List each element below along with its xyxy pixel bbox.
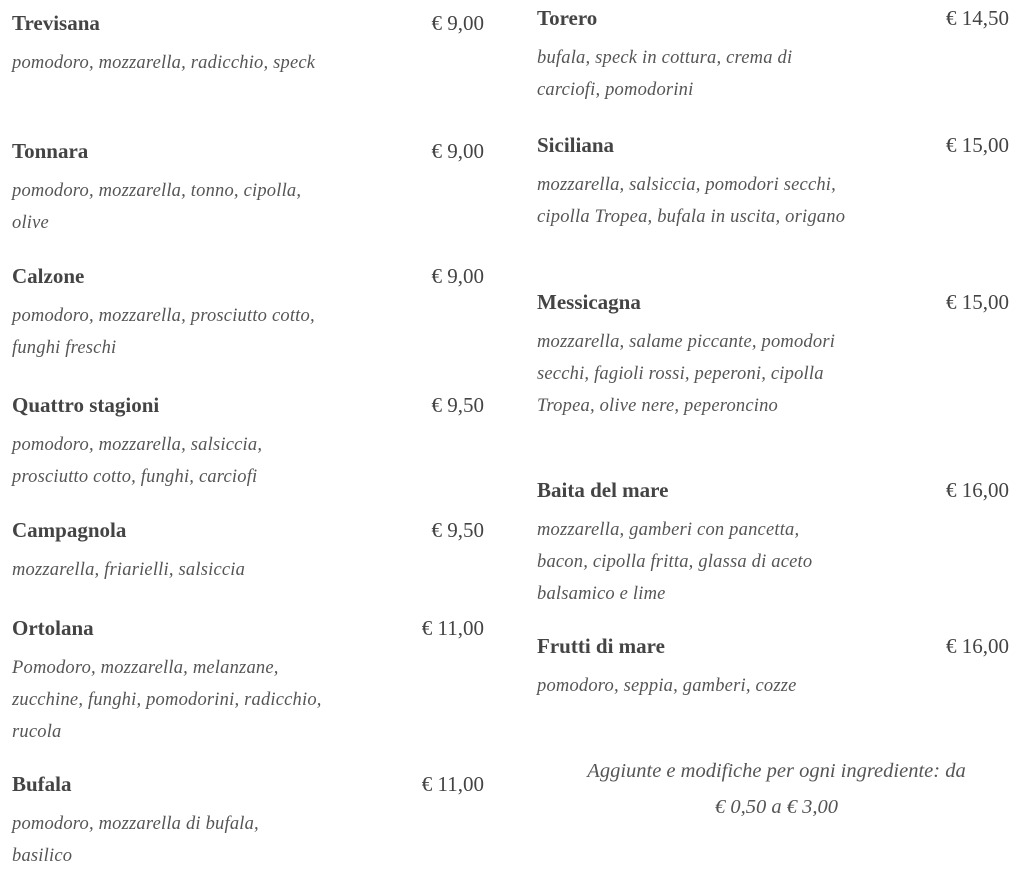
item-name: Torero <box>537 6 598 30</box>
item-price: € 9,50 <box>431 393 484 417</box>
item-name: Quattro stagioni <box>12 393 160 417</box>
item-name: Ortolana <box>12 616 94 640</box>
item-price: € 11,00 <box>421 616 484 640</box>
item-name: Siciliana <box>537 133 615 157</box>
item-price: € 9,00 <box>431 11 484 35</box>
item-name: Bufala <box>12 772 72 796</box>
item-description: bufala, speck in cottura, crema di carciofi, pomodorini <box>537 48 793 100</box>
additions-price-range: € 0,50 a € 3,00 <box>715 796 838 818</box>
item-description: mozzarella, salame piccante, pomodori secchi, fagioli rossi, peperoni, cipolla Tropea, olive nere, peperoncino <box>537 332 836 416</box>
item-description: mozzarella, gamberi con pancetta, bacon, cipolla fritta, glassa di aceto balsamico e lime <box>537 520 813 604</box>
item-description: mozzarella, friarielli, salsiccia <box>12 560 246 580</box>
item-description: pomodoro, seppia, gamberi, cozze <box>537 676 797 696</box>
item-price: € 15,00 <box>946 133 1009 157</box>
item-name: Baita del mare <box>537 478 669 502</box>
item-price: € 15,00 <box>946 290 1009 314</box>
additions-note <box>530 753 1023 825</box>
item-price: € 11,00 <box>421 772 484 796</box>
additions-note-line: Aggiunte e modifiche per ogni ingrediente: da <box>587 760 966 782</box>
item-description: pomodoro, mozzarella, prosciutto cotto, funghi freschi <box>12 306 315 358</box>
item-description: pomodoro, mozzarella, tonno, cipolla, olive <box>12 181 302 233</box>
item-name: Frutti di mare <box>537 634 665 658</box>
item-price: € 9,50 <box>431 518 484 542</box>
item-name: Trevisana <box>12 11 100 35</box>
item-price: € 16,00 <box>946 634 1009 658</box>
item-description: pomodoro, mozzarella di bufala, basilico <box>12 814 259 866</box>
item-description: pomodoro, mozzarella, radicchio, speck <box>12 53 316 73</box>
item-name: Messicagna <box>537 290 641 314</box>
item-description: Pomodoro, mozzarella, melanzane, zucchine, funghi, pomodorini, radicchio, rucola <box>12 658 322 742</box>
item-price: € 16,00 <box>946 478 1009 502</box>
item-name: Tonnara <box>12 139 89 163</box>
item-description: mozzarella, salsiccia, pomodori secchi, cipolla Tropea, bufala in uscita, origano <box>537 175 846 227</box>
item-price: € 9,00 <box>431 264 484 288</box>
item-name: Campagnola <box>12 518 127 542</box>
item-name: Calzone <box>12 264 85 288</box>
item-price: € 14,50 <box>946 6 1009 30</box>
item-description: pomodoro, mozzarella, salsiccia, prosciutto cotto, funghi, carciofi <box>12 435 263 487</box>
item-price: € 9,00 <box>431 139 484 163</box>
